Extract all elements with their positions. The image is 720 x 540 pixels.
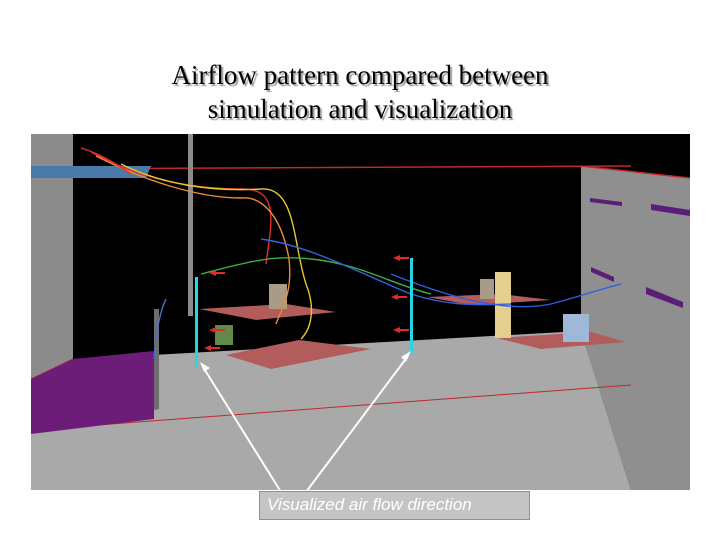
callout-label: Visualized air flow direction [259, 491, 530, 520]
pointer-head-1 [200, 362, 210, 372]
title-line-2: simulation and visualization [207, 94, 513, 124]
pointer-line-1 [203, 367, 281, 492]
title-line-1: Airflow pattern compared between [171, 60, 549, 90]
pointer-head-2 [401, 351, 411, 362]
pointer-line-2 [306, 356, 408, 492]
